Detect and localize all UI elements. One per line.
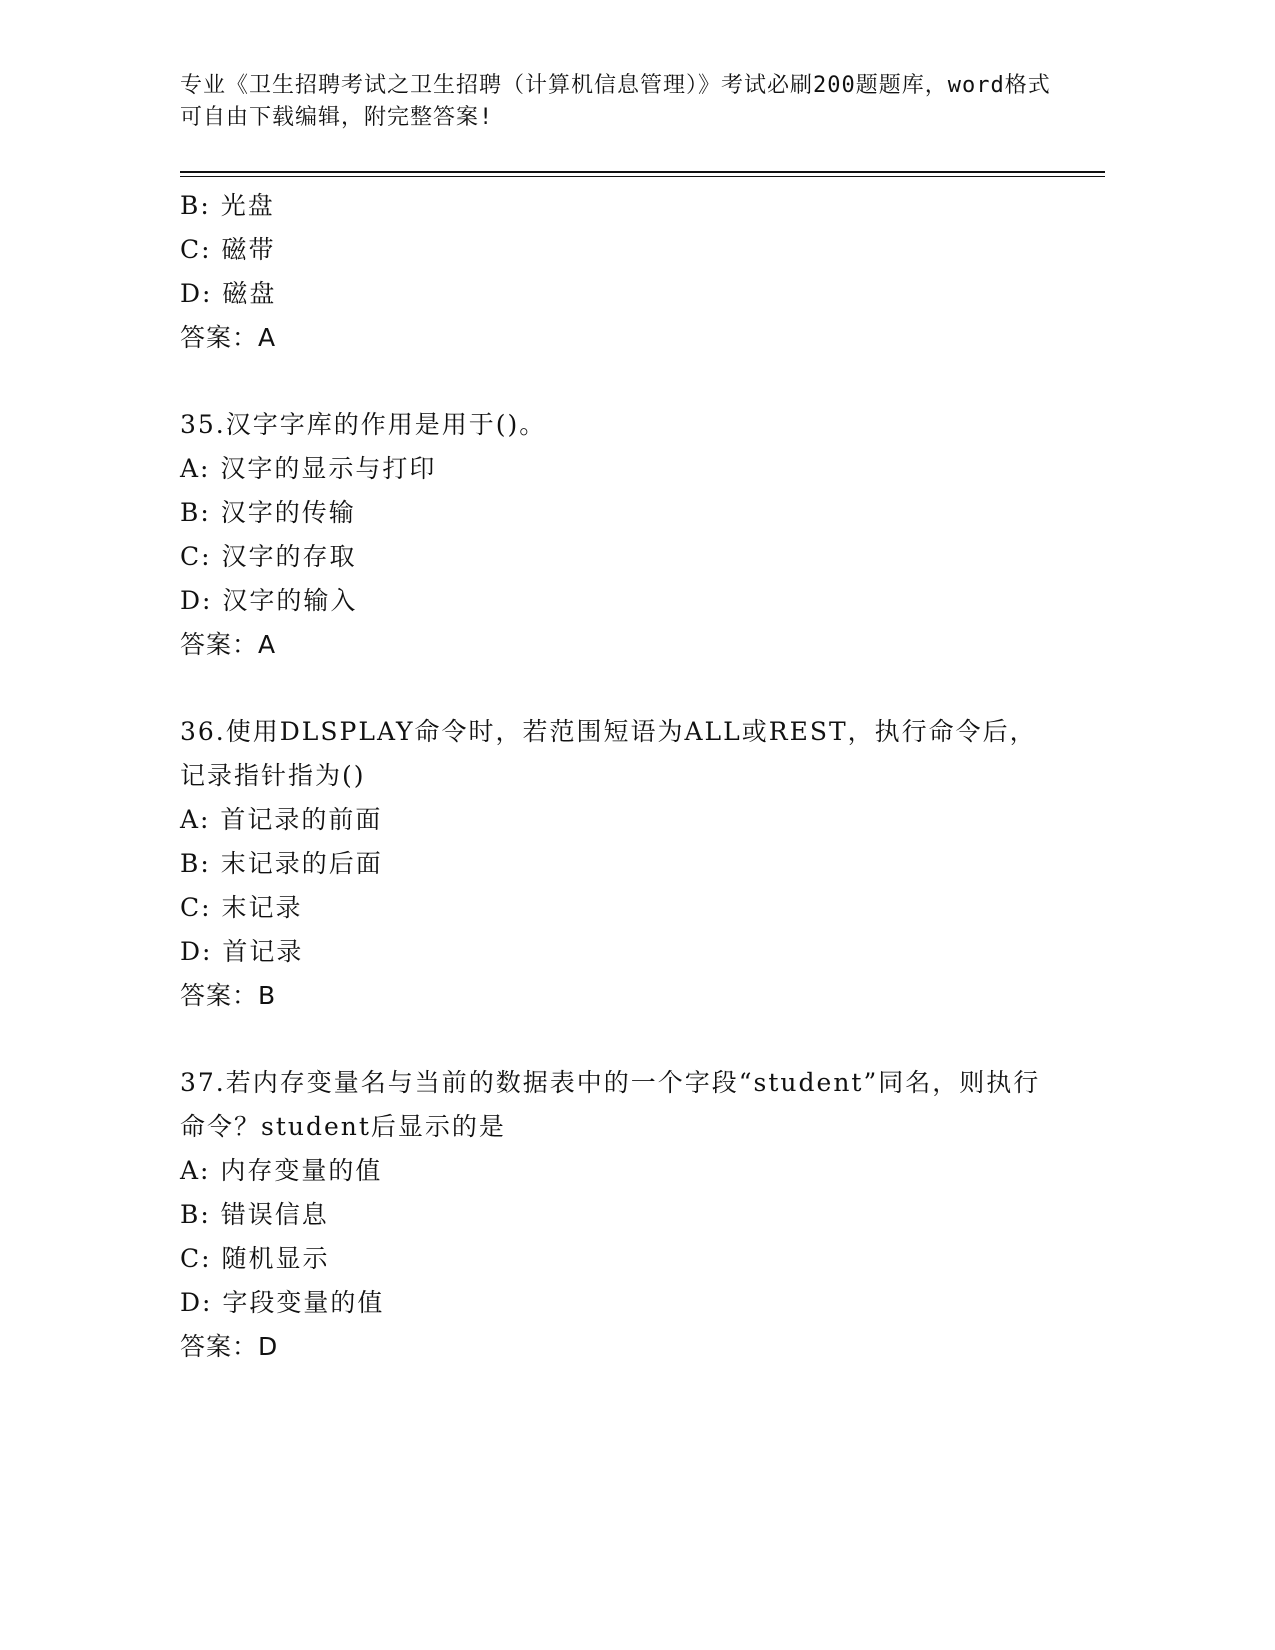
option-b: B: 光盘 xyxy=(180,191,275,220)
answer-line: 答案：A xyxy=(180,323,277,352)
option-a: A: 首记录的前面 xyxy=(180,805,383,834)
option-d: D: 首记录 xyxy=(180,937,304,966)
question-list xyxy=(180,184,1060,1369)
option-d: D: 磁盘 xyxy=(180,279,277,308)
option-a: A: 内存变量的值 xyxy=(180,1156,383,1185)
question-fragment xyxy=(180,184,1060,360)
question-37 xyxy=(180,1061,1060,1369)
question-stem: 36.使用DLSPLAY命令时，若范围短语为ALL或REST，执行命令后，记录指针指为() xyxy=(180,717,1037,790)
question-stem: 35.汉字字库的作用是用于()。 xyxy=(180,410,547,439)
question-35 xyxy=(180,403,1060,667)
answer-line: 答案：A xyxy=(180,630,277,659)
question-36 xyxy=(180,710,1060,1018)
document-header: 专业《卫生招聘考试之卫生招聘（计算机信息管理）》考试必刷200题题库，word格式可自由下载编辑，附完整答案! xyxy=(180,73,1051,130)
option-b: B: 汉字的传输 xyxy=(180,498,356,527)
question-stem: 37.若内存变量名与当前的数据表中的一个字段“student”同名，则执行命令？student后显示的是 xyxy=(180,1068,1041,1141)
option-c: C: 末记录 xyxy=(180,893,303,922)
option-b: B: 末记录的后面 xyxy=(180,849,383,878)
option-c: C: 磁带 xyxy=(180,235,276,264)
option-b: B: 错误信息 xyxy=(180,1200,329,1229)
header-rule-thin xyxy=(180,176,1105,177)
header-rule-thick xyxy=(180,171,1105,173)
option-c: C: 随机显示 xyxy=(180,1244,330,1273)
option-a: A: 汉字的显示与打印 xyxy=(180,454,437,483)
option-d: D: 汉字的输入 xyxy=(180,586,358,615)
option-c: C: 汉字的存取 xyxy=(180,542,357,571)
answer-line: 答案：D xyxy=(180,1332,279,1361)
option-d: D: 字段变量的值 xyxy=(180,1288,385,1317)
answer-line: 答案：B xyxy=(180,981,277,1010)
